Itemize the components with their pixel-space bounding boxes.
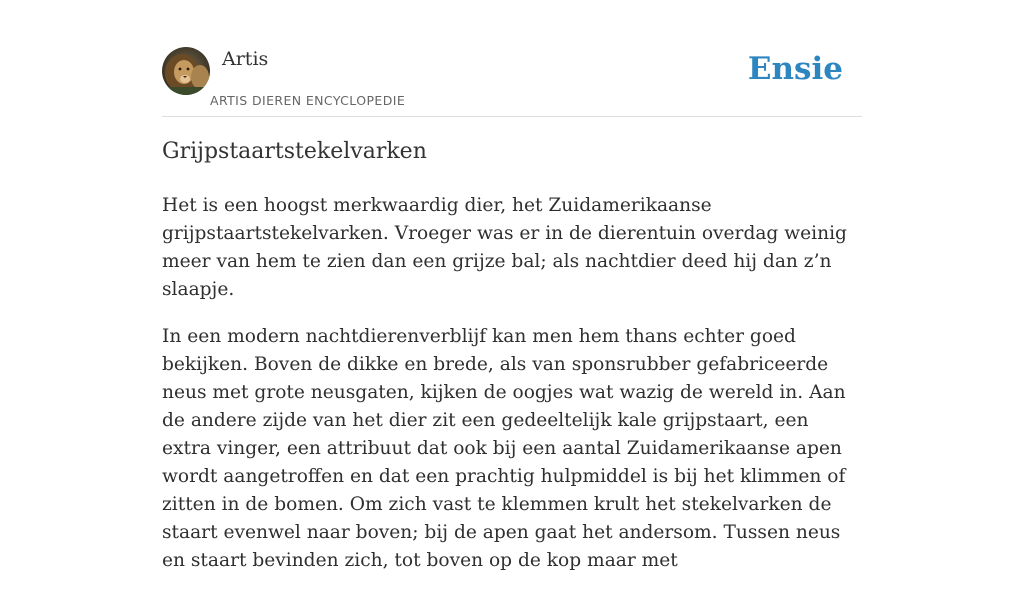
source-avatar[interactable] [162, 47, 210, 95]
article-paragraph: In een modern nachtdierenverblijf kan men hem thans echter goed bekijken. Boven de dikke en brede, als van sponsrubber gefabriceerde neus met grote neusgaten, kijken de oogjes wat wazig de wereld in. Aan de andere zijde van het dier zit een gedeeltelijk kale grijpstaart, een extra vinger, een attribuut dat ook bij een aantal Zuidamerikaanse apen wordt aangetroffen en dat een prachtig hulpmiddel is bij het klimmen of zitten in de bomen. Om zich vast te klemmen krult het stekelvarken de staart evenwel naar boven; bij de apen gaat het andersom. Tussen neus en staart bevinden zich, tot boven op de kop maar met [162, 326, 846, 571]
ensie-logo-link[interactable]: Ensie [747, 51, 843, 87]
lion-avatar-image [162, 47, 210, 95]
source-name[interactable]: Artis [222, 48, 269, 70]
article-body [162, 192, 862, 594]
article-title: Grijpstaartstekelvarken [162, 139, 427, 164]
source-subtitle: ARTIS DIEREN ENCYCLOPEDIE [210, 93, 406, 108]
article-paragraph: Het is een hoogst merkwaardig dier, het Zuidamerikaanse grijpstaartstekelvarken. Vroeger was er in de dierentuin overdag weinig meer van hem te zien dan een grijze bal; als nachtdier deed hij dan z’n slaapje. [162, 195, 847, 300]
source-header [162, 46, 862, 117]
